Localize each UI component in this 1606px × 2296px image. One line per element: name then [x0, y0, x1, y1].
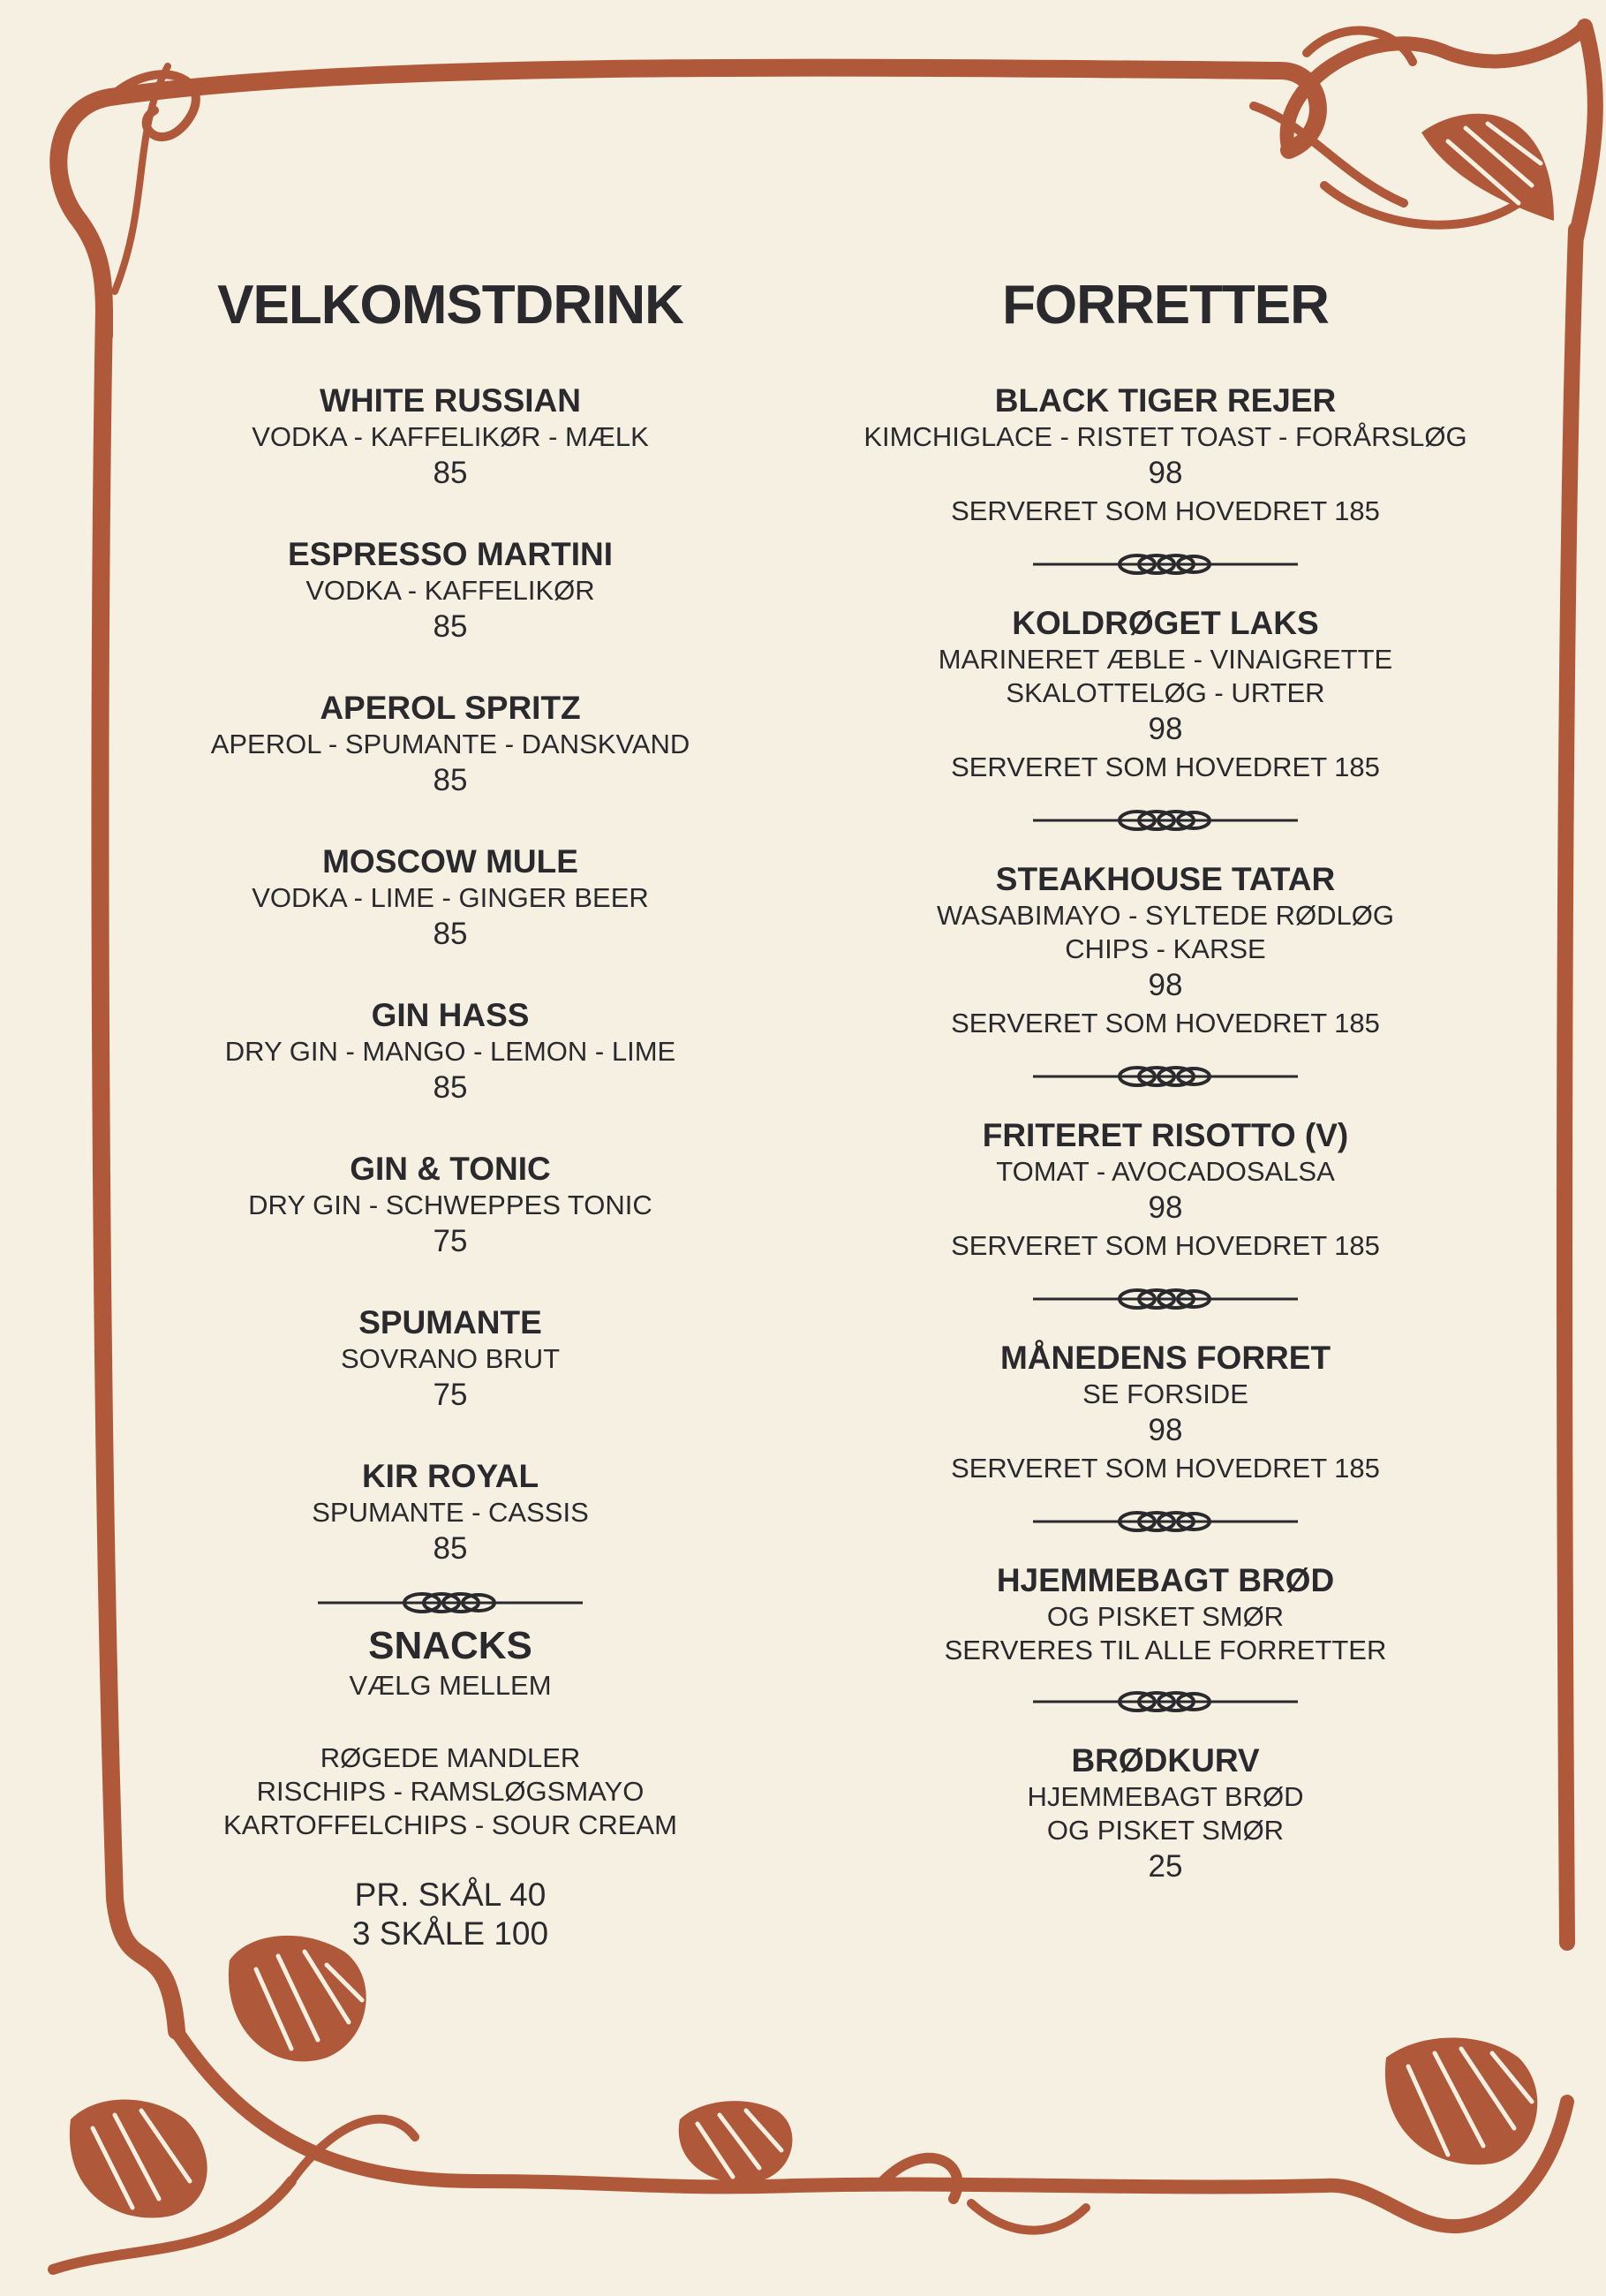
snack-option: RISCHIPS - RAMSLØGSMAYO	[256, 1776, 645, 1807]
item-main-course-note: SERVERET SOM HOVEDRET 185	[951, 751, 1380, 782]
knot-divider-icon	[1033, 549, 1298, 579]
item-description: DRY GIN - MANGO - LEMON - LIME	[224, 1036, 676, 1067]
item-price: 98	[1148, 968, 1183, 1002]
starters-list	[848, 381, 1483, 1886]
menu-item	[159, 842, 742, 954]
item-name: ESPRESSO MARTINI	[288, 536, 613, 572]
item-price: 75	[433, 1378, 468, 1412]
item-name: FRITERET RISOTTO (V)	[982, 1117, 1349, 1153]
knot-divider-icon	[1033, 1507, 1298, 1537]
item-description: SOVRANO BRUT	[340, 1343, 561, 1374]
menu-item	[159, 381, 742, 493]
item-name: GIN HASS	[371, 997, 530, 1033]
menu-item	[159, 535, 742, 646]
item-description: APEROL - SPUMANTE - DANSKVAND	[210, 729, 690, 759]
item-description: DRY GIN - SCHWEPPES TONIC	[248, 1190, 652, 1220]
knot-divider-icon	[1033, 805, 1298, 835]
snack-option: KARTOFFELCHIPS - SOUR CREAM	[223, 1809, 677, 1840]
item-main-course-note: SERVERET SOM HOVEDRET 185	[951, 495, 1380, 526]
item-price: 98	[1148, 712, 1183, 746]
item-main-course-note: SERVERET SOM HOVEDRET 185	[951, 1008, 1380, 1038]
item-description: SKALOTTELØG - URTER	[1006, 677, 1325, 708]
item-name: HJEMMEBAGT BRØD	[996, 1562, 1335, 1598]
menu-item	[159, 996, 742, 1107]
item-name: STEAKHOUSE TATAR	[995, 861, 1336, 897]
item-description: WASABIMAYO - SYLTEDE RØDLØG	[937, 900, 1394, 931]
knot-divider-icon	[318, 1588, 583, 1618]
item-price: 75	[433, 1224, 468, 1258]
item-price: 98	[1148, 1190, 1183, 1225]
item-price: 85	[433, 609, 468, 644]
item-name: APEROL SPRITZ	[320, 690, 581, 726]
item-main-course-note: SERVERET SOM HOVEDRET 185	[951, 1453, 1380, 1484]
item-price: 85	[433, 763, 468, 797]
item-description: MARINERET ÆBLE - VINAIGRETTE	[938, 644, 1393, 675]
item-name: KIR ROYAL	[361, 1458, 539, 1494]
snacks-subtitle: VÆLG MELLEM	[349, 1670, 552, 1701]
menu-item	[159, 1303, 742, 1415]
menu-item	[848, 860, 1483, 1042]
menu-item	[159, 689, 742, 800]
item-description: SE FORSIDE	[1082, 1378, 1248, 1409]
item-description: TOMAT - AVOCADOSALSA	[996, 1156, 1335, 1187]
menu-item	[159, 1150, 742, 1261]
section-title-velkomstdrink: VELKOMSTDRINK	[217, 275, 683, 336]
item-name: MOSCOW MULE	[322, 843, 578, 880]
item-price: 85	[433, 1531, 468, 1566]
item-description: VODKA - LIME - GINGER BEER	[252, 882, 649, 913]
item-price: 98	[1148, 1413, 1183, 1447]
item-description: SERVERES TIL ALLE FORRETTER	[944, 1635, 1387, 1665]
item-name: GIN & TONIC	[350, 1151, 551, 1187]
item-price: 85	[433, 456, 468, 490]
item-description: VODKA - KAFFELIKØR - MÆLK	[252, 421, 649, 452]
knot-divider-icon	[1033, 1687, 1298, 1717]
starters-column	[848, 274, 1483, 1906]
snacks-options	[159, 1741, 742, 1842]
knot-divider-icon	[1033, 1061, 1298, 1091]
item-name: WHITE RUSSIAN	[320, 382, 581, 419]
item-description: KIMCHIGLACE - RISTET TOAST - FORÅRSLØG	[863, 421, 1467, 452]
item-price: 25	[1148, 1849, 1183, 1884]
knot-divider-icon	[1033, 1284, 1298, 1314]
item-price: 85	[433, 1070, 468, 1105]
item-name: BRØDKURV	[1071, 1742, 1260, 1779]
welcome-drinks-column	[159, 274, 742, 1953]
item-name: BLACK TIGER REJER	[994, 382, 1337, 419]
item-name: KOLDRØGET LAKS	[1012, 605, 1319, 641]
snack-option: RØGEDE MANDLER	[320, 1742, 581, 1773]
item-description: HJEMMEBAGT BRØD	[1027, 1781, 1304, 1812]
item-name: SPUMANTE	[358, 1304, 542, 1341]
menu-item	[848, 604, 1483, 786]
menu-item	[159, 1457, 742, 1568]
item-name: MÅNEDENS FORRET	[999, 1340, 1331, 1376]
menu-item	[848, 1561, 1483, 1667]
item-description: VODKA - KAFFELIKØR	[305, 575, 595, 606]
item-description: OG PISKET SMØR	[1046, 1815, 1285, 1846]
item-description: CHIPS - KARSE	[1065, 933, 1266, 964]
section-title-forretter: FORRETTER	[1002, 275, 1329, 336]
snacks-price-three: 3 SKÅLE 100	[351, 1915, 549, 1952]
item-description: OG PISKET SMØR	[1046, 1601, 1285, 1632]
item-description: SPUMANTE - CASSIS	[312, 1497, 589, 1528]
snacks-title: SNACKS	[368, 1624, 532, 1667]
menu-item	[848, 1116, 1483, 1265]
item-price: 85	[433, 917, 468, 951]
menu-item	[848, 1741, 1483, 1886]
item-main-course-note: SERVERET SOM HOVEDRET 185	[951, 1230, 1380, 1261]
item-price: 98	[1148, 456, 1183, 490]
menu-item	[848, 381, 1483, 530]
snacks-price-single: PR. SKÅL 40	[354, 1877, 547, 1913]
menu-item	[848, 1339, 1483, 1487]
